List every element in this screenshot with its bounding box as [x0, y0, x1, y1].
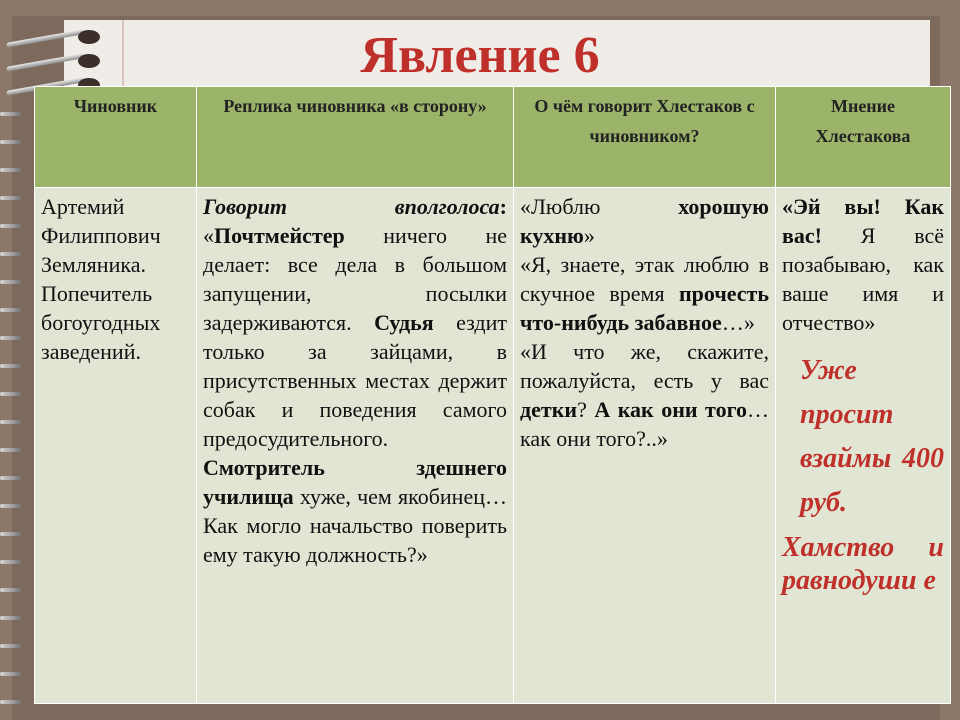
binding-notch — [0, 560, 22, 564]
topic-children-end: … как они того?..» — [520, 397, 770, 451]
topic-reading — [520, 250, 769, 337]
binding-notch — [0, 672, 22, 676]
binding-notch — [0, 112, 22, 116]
remark-judge-text: ездит только за зайцами, в присутственных местах держит собак и поведения самого предосудительного. — [203, 310, 507, 451]
note-asks-loan: Уже просит взаймы 400 руб. — [800, 355, 944, 518]
topic-kitchen — [520, 192, 769, 250]
header-conversation-topic: О чём говорит Хлестаков с чиновником? — [514, 87, 776, 188]
note-rudeness: Хамство и равнодуши е — [782, 532, 944, 596]
binding-notch — [0, 476, 22, 480]
topic-reading-end: …» — [721, 310, 755, 335]
binding-notch — [0, 532, 22, 536]
binding-notch — [0, 644, 22, 648]
binding-notch — [0, 224, 22, 228]
cell-official — [35, 188, 197, 704]
table-header-row — [35, 87, 951, 188]
binding-notch — [0, 700, 22, 704]
binding-notch — [0, 168, 22, 172]
topic-kitchen-text: «Люблю — [520, 194, 679, 219]
remark-colon: : — [499, 194, 507, 219]
cell-khlestakov-opinion — [776, 188, 951, 704]
binding-notch — [0, 364, 22, 368]
topic-children-mid: ? — [577, 397, 595, 422]
topic-kitchen-bold: хорошую кухню — [520, 194, 769, 248]
binding-notch — [0, 252, 22, 256]
topic-children-bold-2: А как они того — [594, 397, 748, 422]
binding-notch — [0, 504, 22, 508]
remark-quote-open: « — [203, 223, 214, 248]
officials-table — [34, 86, 951, 704]
binding-notch — [0, 280, 22, 284]
binding-notch — [0, 140, 22, 144]
remark-school-warden-text: хуже, чем якобинец… Как могло начальство поверить ему такую должность?» — [203, 484, 507, 567]
binding-notch — [0, 336, 22, 340]
cell-aside-remark — [197, 188, 514, 704]
topic-reading-bold: прочесть что-нибудь забавное — [520, 281, 769, 335]
table-row — [35, 188, 951, 704]
opinion-quote-bold: «Эй вы! Как вас! — [782, 194, 944, 248]
remark-postmaster: Почтмейстер — [214, 223, 345, 248]
remark-postmaster-text: ничего не делает: все дела в большом запущении, посылки задерживаются. — [203, 223, 507, 335]
binding-notch — [0, 448, 22, 452]
topic-children-bold: детки — [520, 397, 578, 422]
binding-notch — [0, 392, 22, 396]
topic-reading-text: «Я, знаете, этак люблю в скучное время — [520, 252, 769, 306]
binding-notch — [0, 616, 22, 620]
topic-kitchen-end: » — [583, 223, 595, 248]
slide-title: Явление 6 — [360, 27, 600, 84]
opinion-quote — [782, 192, 944, 337]
opinion-quote-text: Я всё позабываю, как ваше имя и отчество» — [782, 223, 944, 335]
remark-intro: Говорит вполголоса — [203, 194, 500, 219]
remark-school-warden: Смотритель здешнего училища — [203, 455, 507, 509]
official-name: Артемий Филиппович Земляника. Попечитель богоугодных заведений. — [41, 194, 161, 364]
remark-judge: Судья — [374, 310, 434, 335]
topic-children — [520, 337, 769, 453]
binding-notch — [0, 588, 22, 592]
binding-notch — [0, 196, 22, 200]
header-khlestakov-opinion: Мнение Хлестакова — [776, 87, 951, 188]
topic-children-text: «И что же, скажите, пожалуйста, есть у вас — [520, 339, 769, 393]
binding-notch — [0, 420, 22, 424]
header-official: Чиновник — [35, 87, 197, 188]
header-aside-remark: Реплика чиновника «в сторону» — [197, 87, 514, 188]
binding-notch — [0, 308, 22, 312]
cell-conversation-topic — [514, 188, 776, 704]
